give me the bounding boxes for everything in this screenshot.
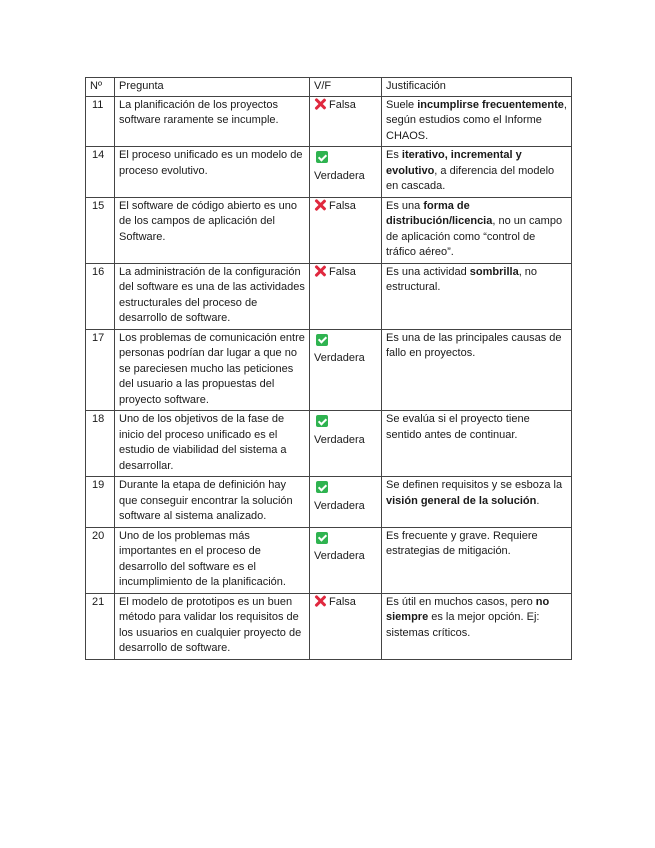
cross-mark-icon bbox=[314, 265, 326, 277]
cross-mark-icon bbox=[314, 595, 326, 607]
check-mark-icon bbox=[316, 334, 328, 346]
verdict-label: Verdadera bbox=[314, 352, 365, 364]
table-body bbox=[86, 96, 572, 659]
check-mark-icon bbox=[316, 532, 328, 544]
verdict-cell bbox=[310, 527, 382, 593]
verdict-cell bbox=[310, 96, 382, 147]
check-mark-icon bbox=[316, 481, 328, 493]
question-number: 14 bbox=[86, 147, 115, 198]
justification-segment: , a diferencia del modelo en cascada. bbox=[386, 164, 555, 192]
question-number: 17 bbox=[86, 329, 115, 411]
justification-segment: , según estudios como el Informe CHAOS. bbox=[386, 98, 567, 142]
header-question: Pregunta bbox=[115, 78, 310, 97]
justification-text bbox=[382, 263, 572, 329]
check-mark-icon bbox=[316, 151, 328, 163]
justification-segment: Es una bbox=[386, 199, 424, 212]
question-text: Uno de los problemas más importantes en el proceso de desarrollo del software es el incumplimiento de la planificación. bbox=[115, 527, 310, 593]
question-text: Durante la etapa de definición hay que conseguir encontrar la solución software al sistema analizado. bbox=[115, 477, 310, 528]
question-text: Uno de los objetivos de la fase de inicio del proceso unificado es el estudio de viabilidad del sistema a desarrollar. bbox=[115, 411, 310, 477]
table-row bbox=[86, 147, 572, 198]
table-row bbox=[86, 329, 572, 411]
question-text: Los problemas de comunicación entre personas podrían dar lugar a que no se pareciesen mucho las peticiones del usuario a las propuestas del proyecto software. bbox=[115, 329, 310, 411]
justification-text bbox=[382, 477, 572, 528]
justification-segment: Es una de las principales causas de fallo en proyectos. bbox=[386, 331, 562, 359]
justification-text bbox=[382, 593, 572, 659]
justification-segment: Es frecuente y grave. Requiere estrategias de mitigación. bbox=[386, 529, 538, 557]
verdict-label: Verdadera bbox=[314, 550, 365, 562]
question-text: El proceso unificado es un modelo de proceso evolutivo. bbox=[115, 147, 310, 198]
verdict-label: Verdadera bbox=[314, 433, 365, 446]
verdict-cell bbox=[310, 477, 382, 528]
justification-text bbox=[382, 96, 572, 147]
justification-segment: Es útil en muchos casos, pero bbox=[386, 595, 536, 608]
justification-segment: es la mejor opción. Ej: sistemas críticos. bbox=[386, 611, 540, 639]
justification-segment: , no un campo de aplicación como “control de tráfico aéreo”. bbox=[386, 215, 563, 258]
table-row bbox=[86, 411, 572, 477]
justification-text bbox=[382, 197, 572, 263]
verdict-cell bbox=[310, 329, 382, 411]
question-number: 15 bbox=[86, 197, 115, 263]
justification-text bbox=[382, 527, 572, 593]
question-text: El modelo de prototipos es un buen método para validar los requisitos de los usuarios en cualquier proyecto de desarrollo de software. bbox=[115, 593, 310, 659]
question-number: 20 bbox=[86, 527, 115, 593]
table-header-row bbox=[86, 78, 572, 97]
justification-emphasis: forma de distribución/licencia bbox=[386, 199, 493, 227]
question-number: 16 bbox=[86, 263, 115, 329]
header-vf: V/F bbox=[310, 78, 382, 97]
table-row bbox=[86, 527, 572, 593]
verdict-label: Falsa bbox=[329, 595, 356, 608]
justification-segment: Suele bbox=[386, 98, 418, 111]
question-text: El software de código abierto es uno de los campos de aplicación del Software. bbox=[115, 197, 310, 263]
verdict-label: Falsa bbox=[329, 199, 356, 212]
verdict-cell bbox=[310, 147, 382, 198]
justification-emphasis: visión general de la solución bbox=[386, 494, 537, 507]
table-row bbox=[86, 593, 572, 659]
verdict-label: Verdadera bbox=[314, 169, 365, 182]
justification-segment: Es bbox=[386, 149, 402, 161]
justification-text bbox=[382, 411, 572, 477]
question-text: La planificación de los proyectos software raramente se incumple. bbox=[115, 96, 310, 147]
justification-emphasis: iterativo, incremental y evolutivo bbox=[386, 149, 522, 177]
justification-segment: Se evalúa si el proyecto tiene sentido antes de continuar. bbox=[386, 413, 530, 441]
verdict-cell bbox=[310, 411, 382, 477]
verdict-label: Verdadera bbox=[314, 499, 365, 512]
table-row bbox=[86, 197, 572, 263]
question-number: 18 bbox=[86, 411, 115, 477]
justification-text bbox=[382, 147, 572, 198]
true-false-table bbox=[85, 77, 572, 660]
cross-mark-icon bbox=[314, 98, 326, 110]
question-text: La administración de la configuración del software es una de las actividades estructurales del proceso de desarrollo de software. bbox=[115, 263, 310, 329]
table-row bbox=[86, 96, 572, 147]
justification-segment: Se definen requisitos y se esboza la bbox=[386, 479, 563, 491]
justification-segment: Es una actividad bbox=[386, 265, 470, 278]
verdict-cell bbox=[310, 197, 382, 263]
justification-emphasis: no siempre bbox=[386, 595, 550, 623]
question-number: 21 bbox=[86, 593, 115, 659]
header-justification: Justificación bbox=[382, 78, 572, 97]
justification-emphasis: sombrilla bbox=[469, 265, 519, 278]
header-num: Nº bbox=[86, 78, 115, 97]
justification-text bbox=[382, 329, 572, 411]
verdict-cell bbox=[310, 263, 382, 329]
table-row bbox=[86, 263, 572, 329]
cross-mark-icon bbox=[314, 199, 326, 211]
justification-segment: , no estructural. bbox=[386, 265, 538, 293]
justification-segment: . bbox=[536, 494, 540, 507]
justification-emphasis: incumplirse frecuentemente bbox=[417, 98, 564, 111]
question-number: 19 bbox=[86, 477, 115, 528]
check-mark-icon bbox=[316, 415, 328, 427]
question-number: 11 bbox=[86, 96, 115, 147]
table-row bbox=[86, 477, 572, 528]
verdict-label: Falsa bbox=[329, 98, 356, 111]
verdict-cell bbox=[310, 593, 382, 659]
verdict-label: Falsa bbox=[329, 265, 356, 278]
